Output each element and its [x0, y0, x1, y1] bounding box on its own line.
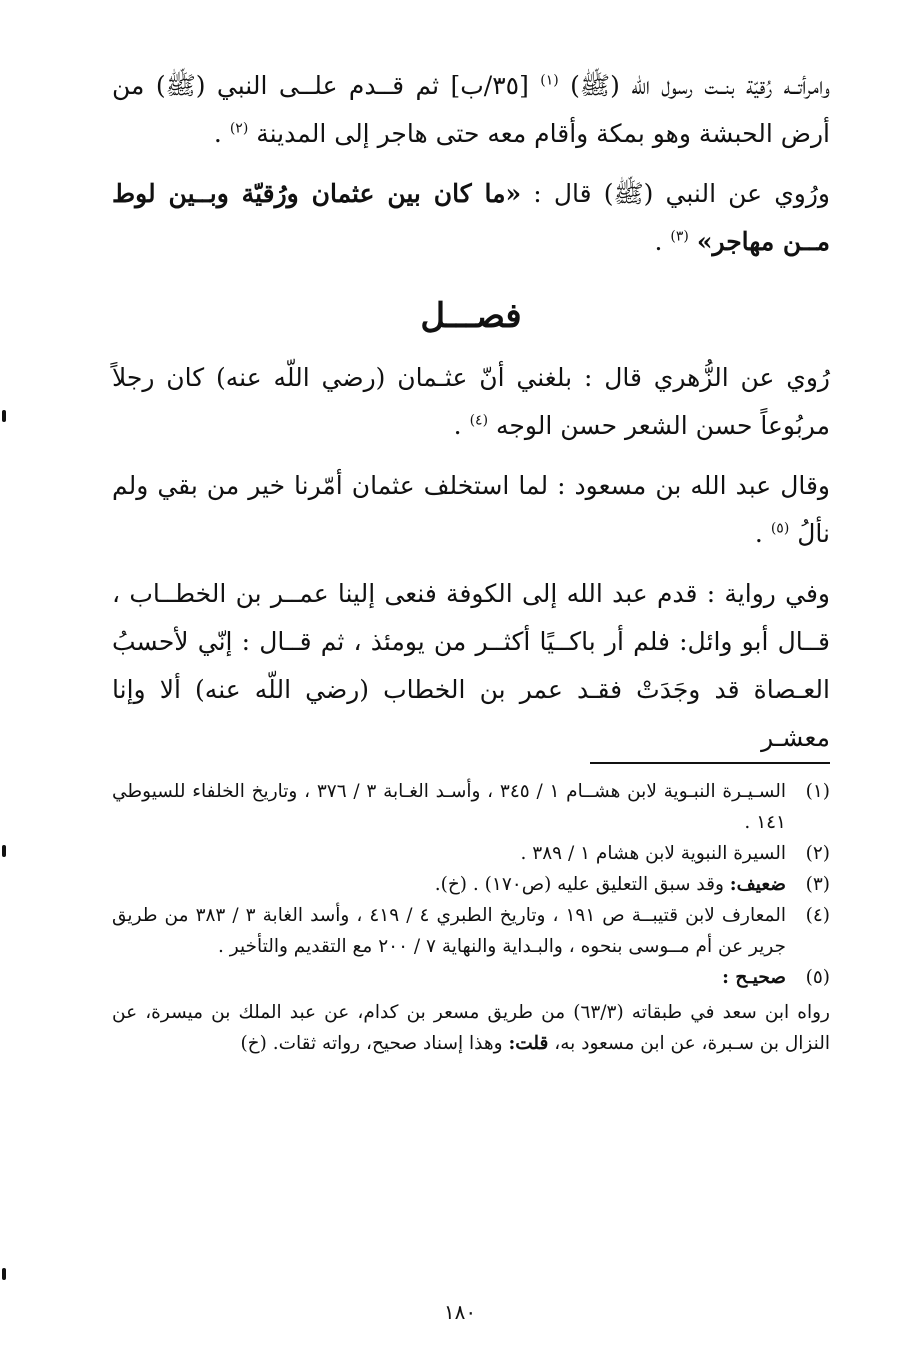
paragraph-5: وفي رواية : قدم عبد الله إلى الكوفة فنعى إلينا عمــر بن الخطــاب ، قــال أبو وائل: فلم أر باكــيًا أكثــر من يومئذ ، ثم قــال : إنّي لأحسبُ العـصاة قد وجَدَتْ فقـد عمر بن الخطاب (رضي اللّه عنه) ألا وإنا معشـر	[112, 579, 830, 752]
footnote-ref-2[interactable]: (٢)	[229, 120, 249, 137]
page-number: ١٨٠	[443, 1300, 477, 1324]
footnote-separator	[590, 762, 830, 764]
paragraph-1: وامرأتــه رُقيّة بنــت رسول الله (ﷺ) $^{(١)}$ [٣٥/ب] ثم قــدم علــى النبي (ﷺ) من أرض الحبشة وهو بمكة وأقام معه حتى هاجر إلى المدينة $^{(٢)}$ .	[112, 71, 830, 148]
footnote-ref-5[interactable]: (٥)	[770, 520, 790, 537]
paragraph-2: ورُوي عن النبي (ﷺ) قال : «ما كان بين عثمان ورُقيّة وبــين لوط مــن مهاجر» $^{(٣)}$ .	[112, 179, 830, 256]
footnote-2: (٢) السيرة النبوية لابن هشام ١ / ٣٨٩ .	[520, 843, 830, 864]
footnote-4: (٤) المعارف لابن قتيبــة ص ١٩١ ، وتاريخ الطبري ٤ / ٤١٩ ، وأسد الغابة ٣ / ٣٨٣ من طريق جرير عن أم مــوسى بنحوه ، والبـداية والنهاية ٧ / ٢٠٠ مع التقديم والتأخير .	[112, 905, 830, 957]
footnote-3: (٣) ضعيف: وقد سبق التعليق عليه (ص١٧٠) . (خ).	[434, 874, 830, 895]
footnotes	[112, 776, 830, 1059]
margin-mark	[2, 1268, 6, 1280]
paragraph-3: رُوي عن الزُّهري قال : بلغني أنّ عثـمان (رضي اللّه عنه) كان رجلاً مربُوعاً حسن الشعر حسن الوجه $^{(٤)}$ .	[112, 363, 830, 440]
hadith-quote: «ما كان بين عثمان ورُقيّة وبــين لوط مــن مهاجر»	[112, 179, 830, 256]
main-text	[112, 62, 830, 762]
margin-mark	[2, 845, 6, 857]
margin-mark	[2, 410, 6, 422]
footnote-ref-3[interactable]: (٣)	[670, 228, 689, 245]
footnote-5: (٥) صحيـح :	[722, 967, 830, 988]
footnote-1: (١) السـيـرة النبـوية لابن هشــام ١ / ٣٤٥ ، وأسـد الغـابة ٣ / ٣٧٦ ، وتاريخ الخلفاء للسيوطي ١٤١ .	[112, 781, 830, 833]
section-heading: فصـــل	[420, 296, 522, 336]
footnote-ref-4[interactable]: (٤)	[469, 412, 489, 429]
paragraph-4: وقال عبد الله بن مسعود : لما استخلف عثمان أمّرنا خير من بقي ولم نألُ $^{(٥)}$ .	[112, 471, 830, 548]
footnote-ref-1[interactable]: (١)	[540, 72, 559, 89]
footnote-5-body: رواه ابن سعد في طبقاته (٦٣/٣) من طريق مسعر بن كدام، عن عبد الملك بن ميسرة، عن النزال بن سـبرة، عن ابن مسعود به، قلت: وهذا إسناد صحيح، رواته ثقات. (خ)	[112, 1002, 830, 1054]
